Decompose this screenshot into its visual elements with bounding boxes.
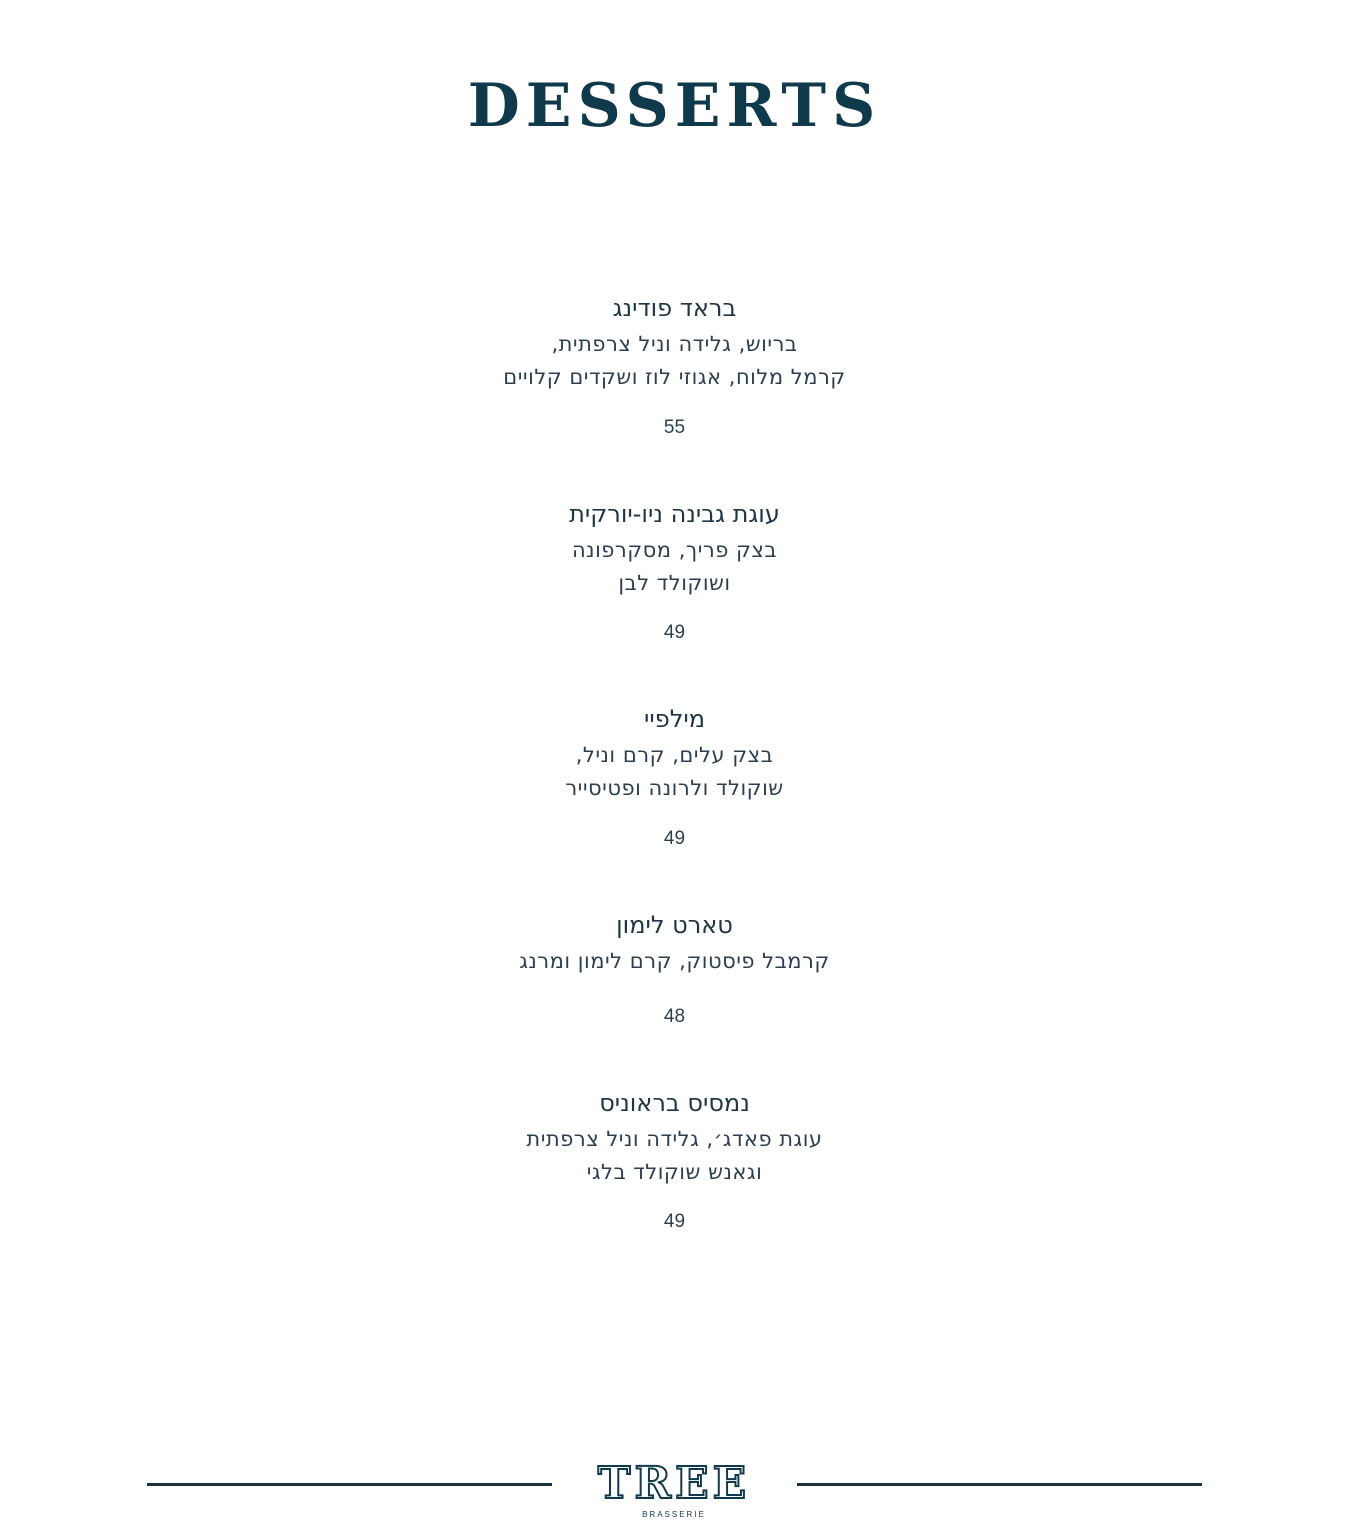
- menu-item-description: שוקולד ולרונה ופטיסייר: [565, 776, 784, 800]
- menu-item-description: בצק פריך, מסקרפונה: [571, 538, 778, 562]
- menu-item-description: בצק עלים, קרם וניל,: [575, 743, 774, 767]
- footer-divider-right: [797, 1483, 1202, 1486]
- page-title: DESSERTS: [467, 71, 882, 141]
- menu-item-name: בראד פודינג: [612, 294, 737, 322]
- menu-item: [0, 292, 1349, 394]
- menu-item: [0, 703, 1349, 805]
- menu-item-name: מילפיי: [643, 705, 706, 733]
- logo-subtitle: BRASSERIE: [642, 1510, 706, 1519]
- menu-item-description: קרמבל פיסטוק, קרם לימון ומרנג: [519, 949, 830, 973]
- menu-item-description: קרמל מלוח, אגוזי לוז ושקדים קלויים: [503, 365, 846, 389]
- menu-item-description: וגאנש שוקולד בלגי: [586, 1160, 763, 1184]
- logo-wordmark: TREE: [597, 1458, 751, 1509]
- menu-item: [0, 909, 1349, 978]
- menu-item-price: 48: [663, 1006, 686, 1027]
- menu-item-price: 49: [663, 622, 686, 643]
- menu-item-description: בריוש, גלידה וניל צרפתית,: [551, 332, 798, 356]
- menu-item-price: 55: [663, 417, 686, 438]
- menu-item-price: 49: [663, 828, 686, 849]
- menu-item-description: עוגת פאדג׳, גלידה וניל צרפתית: [526, 1127, 823, 1151]
- menu-item: [0, 1087, 1349, 1189]
- footer-divider-left: [147, 1483, 552, 1486]
- menu-item-name: עוגת גבינה ניו-יורקית: [569, 500, 780, 528]
- menu-item: [0, 498, 1349, 600]
- menu-item-name: נמסיס בראוניס: [599, 1089, 750, 1117]
- menu-item-price: 49: [663, 1211, 686, 1232]
- brand-logo: [574, 1458, 774, 1520]
- menu-item-description: ושוקולד לבן: [618, 571, 731, 595]
- menu-item-name: טארט לימון: [616, 911, 733, 939]
